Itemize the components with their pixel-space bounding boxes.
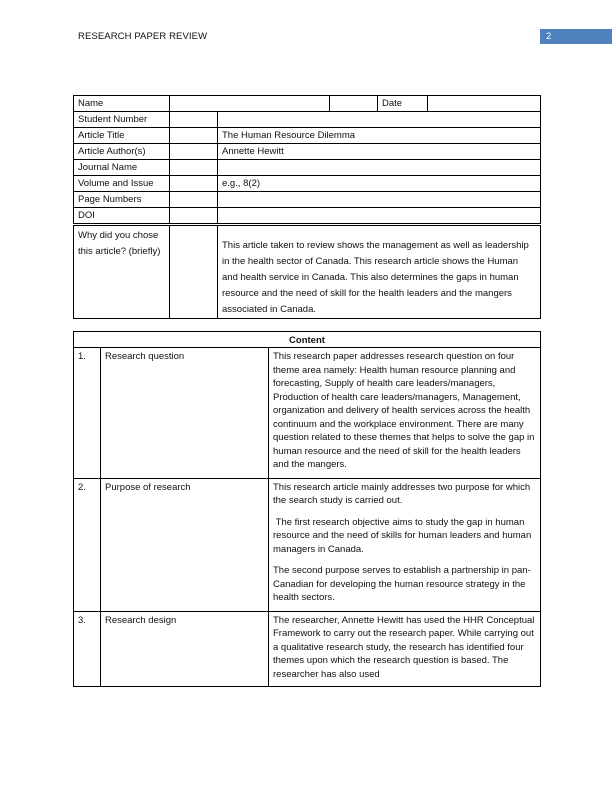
student-number-row bbox=[74, 112, 541, 128]
name-field[interactable] bbox=[170, 96, 330, 112]
doi-label: DOI bbox=[74, 208, 170, 225]
doi-row bbox=[74, 208, 541, 225]
row-label: Purpose of research bbox=[101, 478, 269, 611]
content-table bbox=[73, 331, 541, 687]
page-numbers-spacer bbox=[170, 192, 218, 208]
journal-name-row bbox=[74, 160, 541, 176]
row-content[interactable] bbox=[269, 348, 541, 479]
content-row-research-design bbox=[74, 611, 541, 686]
content-heading-row bbox=[74, 332, 541, 348]
article-info-table bbox=[73, 95, 541, 319]
date-spacer bbox=[330, 96, 378, 112]
content-paragraph: This research paper addresses research question on four theme area namely: Health human resource planning and forecasting, Supply of health care leaders/managers, Production of health care leaders/managers, Management, organization and delivery of health services across the health continuum and the workplace environment. There are many question related to these themes that helps to solve the gap in human resource and the need of skill for the health leaders and the mangers. bbox=[273, 351, 535, 470]
why-spacer bbox=[170, 225, 218, 319]
volume-issue-row bbox=[74, 176, 541, 192]
content-paragraph: The first research objective aims to study the gap in human resource and the need of skills for human leaders and human managers in Canada. bbox=[273, 516, 534, 555]
article-authors-spacer bbox=[170, 144, 218, 160]
row-label: Research design bbox=[101, 611, 269, 686]
row-number: 3. bbox=[74, 611, 101, 686]
doi-spacer bbox=[170, 208, 218, 225]
article-title-label: Article Title bbox=[74, 128, 170, 144]
article-authors-label: Article Author(s) bbox=[74, 144, 170, 160]
why-row bbox=[74, 225, 541, 319]
page-numbers-label: Page Numbers bbox=[74, 192, 170, 208]
date-field[interactable] bbox=[428, 96, 541, 112]
page-numbers-field[interactable] bbox=[218, 192, 541, 208]
article-title-spacer bbox=[170, 128, 218, 144]
volume-issue-label: Volume and Issue bbox=[74, 176, 170, 192]
article-authors-row bbox=[74, 144, 541, 160]
row-content[interactable] bbox=[269, 478, 541, 611]
journal-name-field[interactable] bbox=[218, 160, 541, 176]
name-row bbox=[74, 96, 541, 112]
content-row-research-question bbox=[74, 348, 541, 479]
volume-issue-spacer bbox=[170, 176, 218, 192]
row-label: Research question bbox=[101, 348, 269, 479]
student-number-field[interactable] bbox=[218, 112, 541, 128]
article-title-field[interactable]: The Human Resource Dilemma bbox=[218, 128, 541, 144]
why-label: Why did you chose this article? (briefly) bbox=[74, 225, 170, 319]
page-numbers-row bbox=[74, 192, 541, 208]
page-number-badge: 2 bbox=[540, 29, 612, 44]
journal-name-label: Journal Name bbox=[74, 160, 170, 176]
content-row-purpose bbox=[74, 478, 541, 611]
name-label: Name bbox=[74, 96, 170, 112]
student-number-spacer bbox=[170, 112, 218, 128]
why-answer[interactable]: This article taken to review shows the management as well as leadership in the health sector of Canada. This research article shows the Human and health service in Canada. This also determines the gaps in human resource and the need of skill for the health leaders and the mangers associated in Canada. bbox=[218, 225, 541, 319]
volume-issue-field[interactable]: e.g., 8(2) bbox=[218, 176, 541, 192]
row-number: 2. bbox=[74, 478, 101, 611]
date-label: Date bbox=[378, 96, 428, 112]
content-paragraph: The researcher, Annette Hewitt has used the HHR Conceptual Framework to carry out the research paper. While carrying out a qualitative research study, the research has identified four themes upon which the research question is based. The researcher has also used bbox=[273, 614, 535, 680]
content-heading: Content bbox=[74, 332, 541, 348]
row-content[interactable] bbox=[269, 611, 541, 686]
doi-field[interactable] bbox=[218, 208, 541, 225]
header-title: RESEARCH PAPER REVIEW bbox=[78, 31, 208, 42]
content-paragraph: The second purpose serves to establish a partnership in pan-Canadian for developing the human resource strategy in the health sectors. bbox=[273, 565, 531, 603]
article-authors-field[interactable]: Annette Hewitt bbox=[218, 144, 541, 160]
journal-name-spacer bbox=[170, 160, 218, 176]
content-paragraph: This research article mainly addresses two purpose for which the search study is carried out. bbox=[273, 481, 531, 506]
article-title-row bbox=[74, 128, 541, 144]
student-number-label: Student Number bbox=[74, 112, 170, 128]
row-number: 1. bbox=[74, 348, 101, 479]
